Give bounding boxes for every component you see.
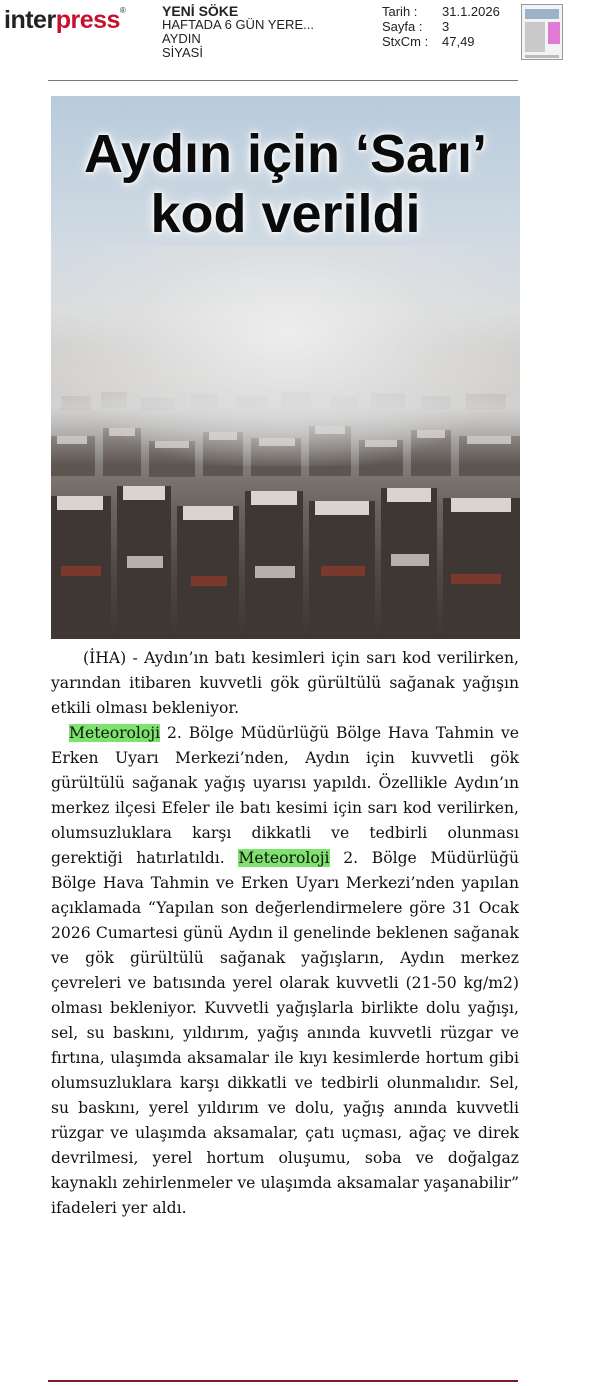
- meta-value: 31.1.2026: [442, 4, 500, 19]
- headline-line-1: Aydın için ‘Sarı’: [83, 124, 488, 184]
- thumbnail-block: [525, 22, 545, 52]
- meta-key: StxCm :: [382, 34, 429, 49]
- meta-key: Sayfa :: [382, 19, 423, 34]
- meta-row-page: [382, 19, 500, 34]
- thumbnail-block: [525, 9, 559, 19]
- article-paragraph-2: [51, 721, 519, 1221]
- publication-city: AYDIN: [162, 31, 201, 46]
- thumbnail-block: [525, 55, 559, 58]
- publication-info: [162, 4, 314, 60]
- keyword-highlight: Meteoroloji: [238, 849, 330, 867]
- paragraph-text: 2. Bölge Müdürlüğü Bölge Hava Tahmin ve Erken Uyarı Merkezi’nden yapılan açıklamada “Yapılan son değerlendirmelere göre 31 Ocak 2026 Cumartesi günü Aydın il genelinde beklenen sağanak ve gök gürültülü sağanak yağışların, Aydın merkez çevreleri ve batısında yerel olarak kuvvetli (21-50 kg/m2) olması bekleniyor. Kuvvetli yağışlarla birlikte dolu yağışı, sel, su baskını, yıldırım, yağış anında kuvvetli rüzgar ve fırtına, ulaşımda aksamalar ile kıyı kesimlerde hortum gibi olumsuzluklara karşı dikkatli ve tedbirli olunmalıdır. Sel, su baskını, yerel yıldırım ve dolu, yağış anında kuvvetli rüzgar ve ulaşımda aksamalar, çatı uçması, ağaç ve direk devrilmesi, yerel hortum oluşumu, soba ve doğalgaz kaynaklı zehirlenmeler ve ulaşımda aksamalar yaşanabilir” ifadeleri yer aldı.: [51, 849, 519, 1217]
- paragraph-text: 2. Bölge Müdürlüğü Bölge Hava Tahmin ve Erken Uyarı Merkezi’nden, Aydın için kuvvetli gök gürültülü sağanak yağış uyarısı yapıldı. Özellikle Aydın’ın merkez ilçesi Efeler ile batı kesimi için sarı kod verilirken, olumsuzluklara karşı dikkatli ve tedbirli olunması gerektiği hatırlatıldı.: [51, 724, 519, 867]
- logo-registered-mark: ®: [119, 6, 126, 15]
- article-photo: [51, 96, 520, 639]
- page-thumbnail[interactable]: [521, 4, 563, 60]
- publication-category: SİYASİ: [162, 45, 203, 60]
- meta-row-stxcm: [382, 34, 500, 49]
- thumbnail-highlight-block: [548, 22, 560, 44]
- publication-frequency: HAFTADA 6 GÜN YERE...: [162, 17, 314, 32]
- article-body: [51, 646, 519, 1221]
- article-paragraph-1: (İHA) - Aydın’ın batı kesimleri için sarı kod verilirken, yarından itibaren kuvvetli gök gürültülü sağanak yağışın etkili olması bekleniyor.: [51, 649, 519, 717]
- logo-text-inter: inter: [4, 6, 56, 34]
- logo-text-press: press: [55, 6, 120, 34]
- meta-value: 47,49: [442, 34, 475, 49]
- clipping-meta: [382, 4, 500, 49]
- article-headline: [51, 124, 520, 244]
- meta-value: 3: [442, 19, 450, 34]
- meta-key: Tarih :: [382, 4, 418, 19]
- footer-divider: [48, 1380, 518, 1382]
- header-divider: [48, 80, 518, 81]
- publication-name: YENİ SÖKE: [162, 3, 239, 19]
- headline-line-2: kod verildi: [150, 184, 421, 244]
- meta-row-date: [382, 4, 500, 19]
- fog-layer: [51, 246, 520, 466]
- interpress-logo: [4, 6, 125, 35]
- keyword-highlight: Meteoroloji: [69, 724, 161, 742]
